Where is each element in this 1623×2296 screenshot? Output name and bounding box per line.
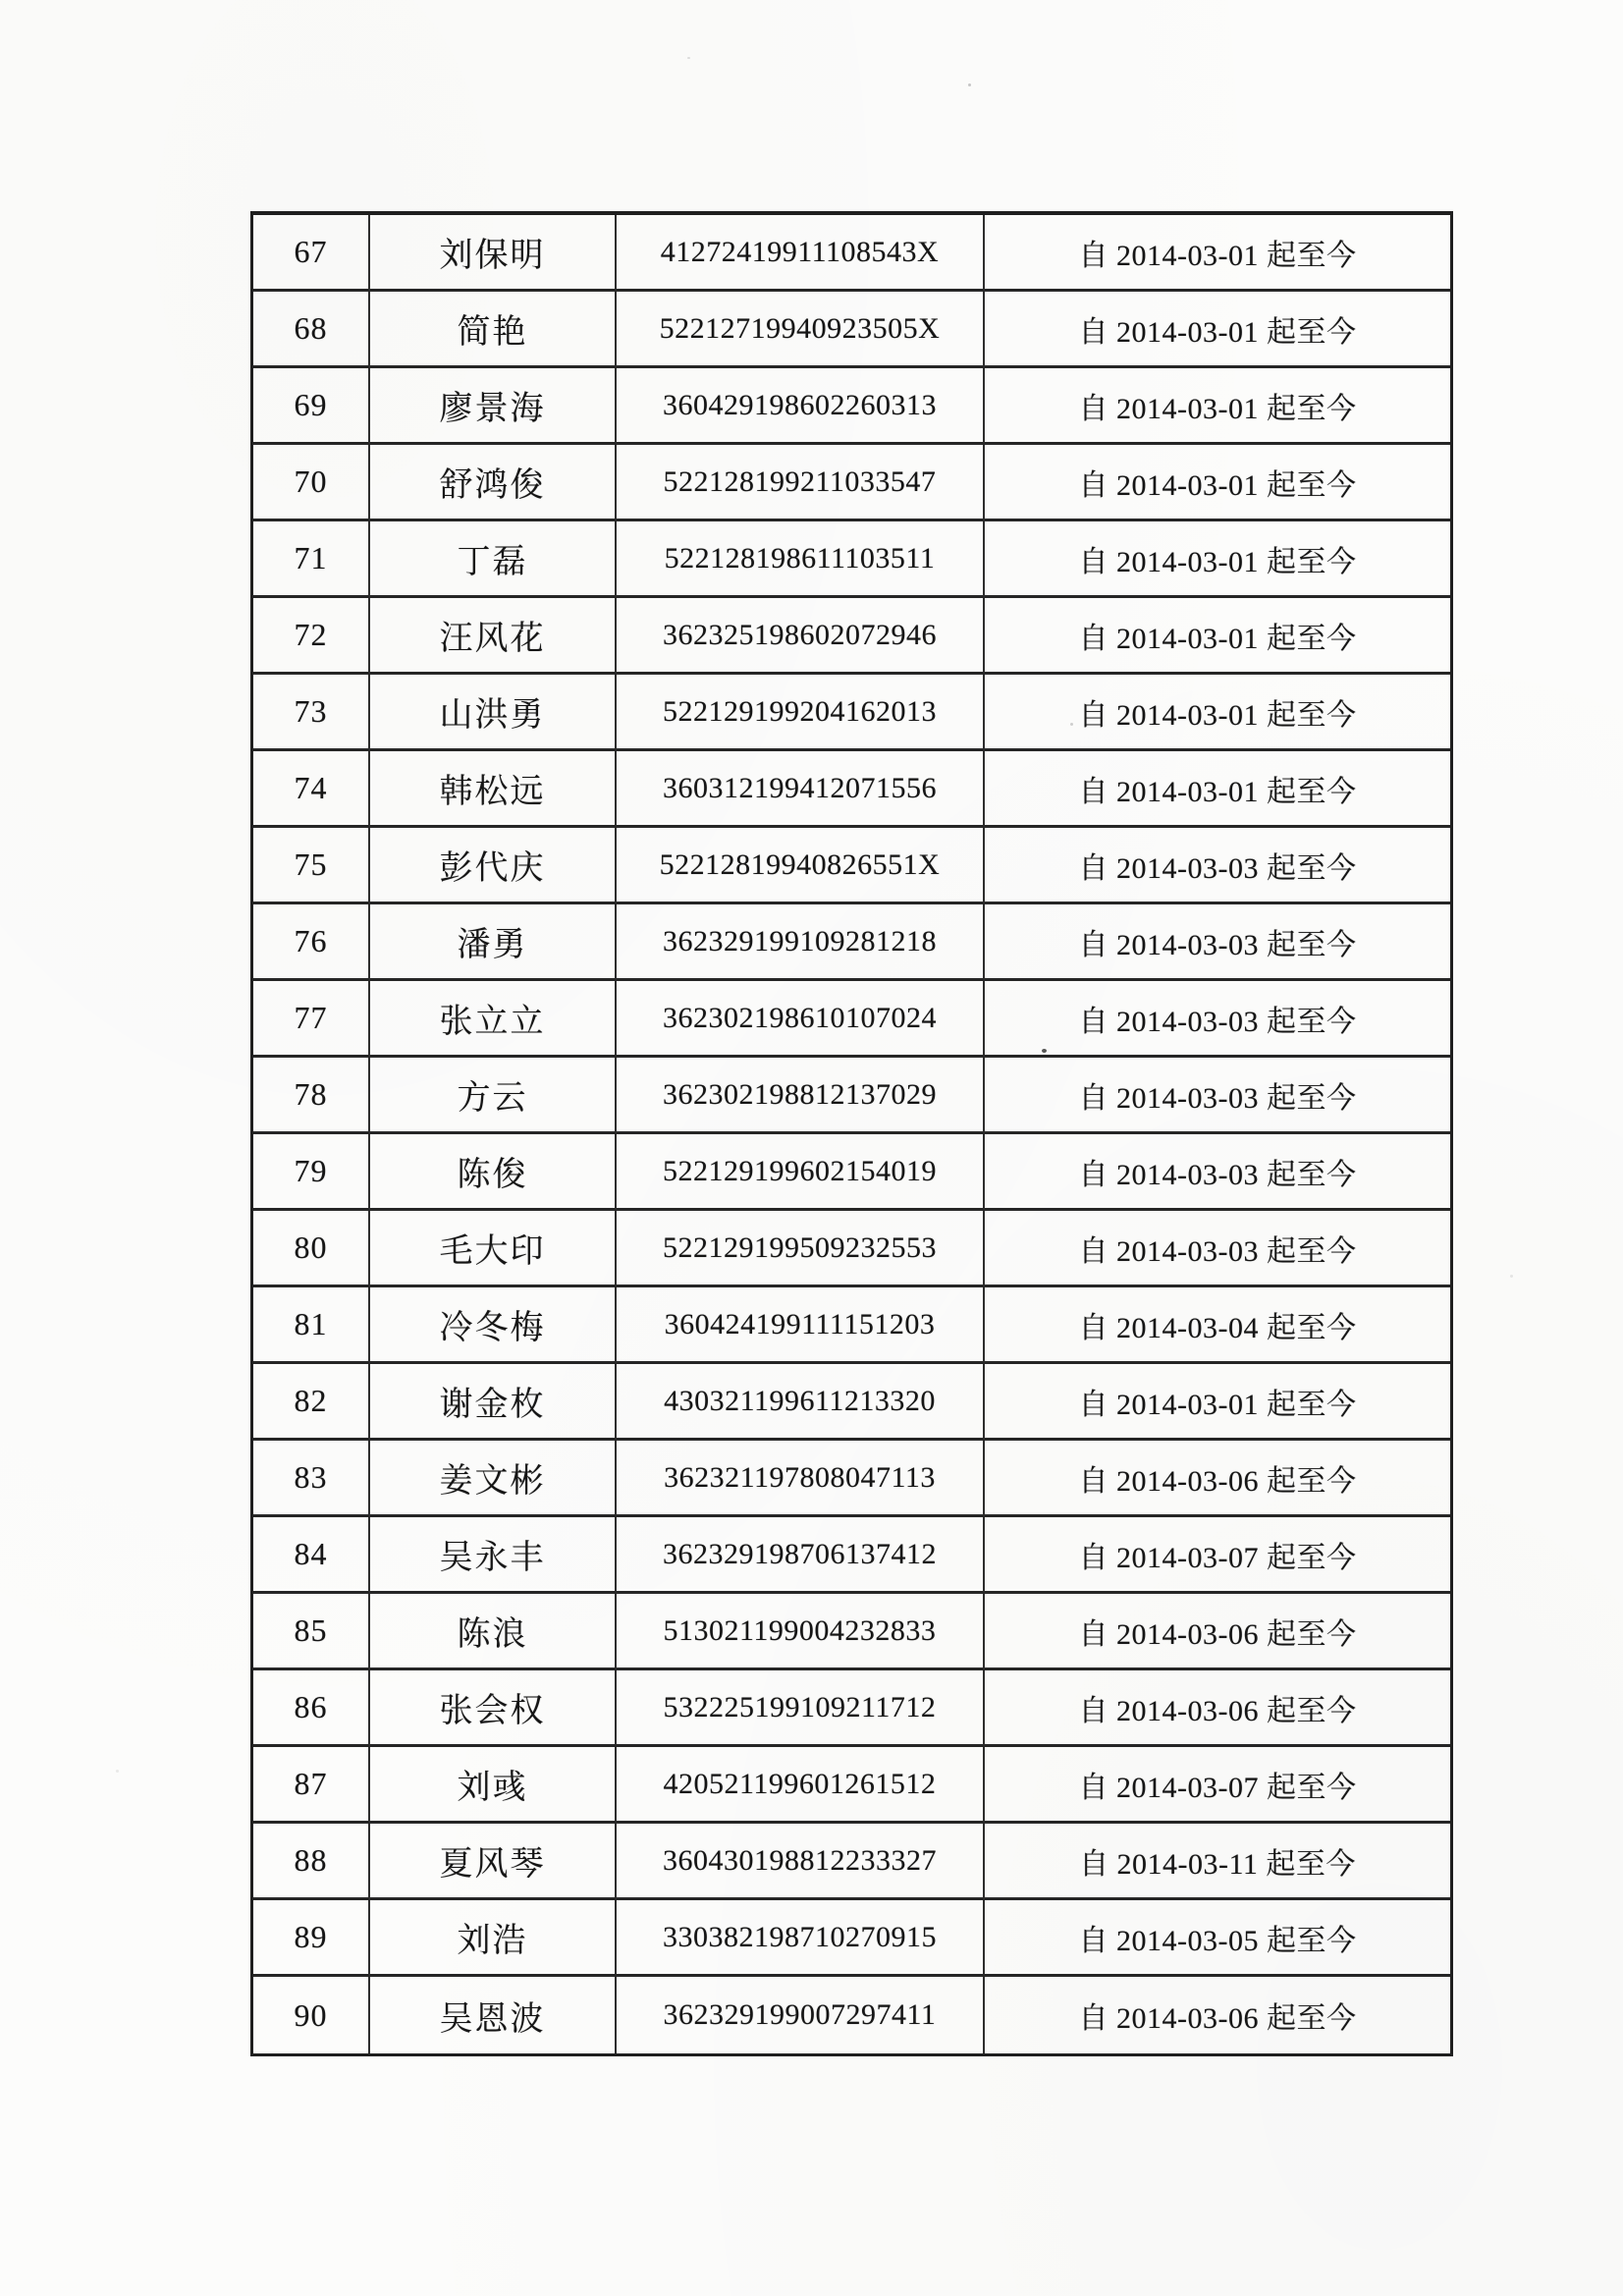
name-cell: 刘保明: [370, 215, 617, 292]
row-number-cell: 68: [253, 292, 370, 368]
period-cell: 自 2014-03-06 起至今: [985, 1670, 1450, 1747]
period-cell: 自 2014-03-01 起至今: [985, 445, 1450, 521]
row-number-cell: 80: [253, 1211, 370, 1287]
id-number-cell: 362321197808047113: [617, 1441, 985, 1517]
name-cell: 陈俊: [370, 1134, 617, 1211]
row-number-cell: 71: [253, 521, 370, 598]
id-number-cell: 362325198602072946: [617, 598, 985, 675]
period-cell: 自 2014-03-01 起至今: [985, 292, 1450, 368]
id-number-cell: 362302198812137029: [617, 1058, 985, 1134]
name-cell: 汪风花: [370, 598, 617, 675]
name-cell: 丁磊: [370, 521, 617, 598]
period-cell: 自 2014-03-01 起至今: [985, 598, 1450, 675]
row-number-cell: 89: [253, 1900, 370, 1977]
period-cell: 自 2014-03-06 起至今: [985, 1594, 1450, 1670]
period-cell: 自 2014-03-07 起至今: [985, 1747, 1450, 1824]
row-number-cell: 78: [253, 1058, 370, 1134]
id-number-cell: 360429198602260313: [617, 368, 985, 445]
row-number-cell: 85: [253, 1594, 370, 1670]
name-cell: 廖景海: [370, 368, 617, 445]
name-cell: 刘浩: [370, 1900, 617, 1977]
name-cell: 方云: [370, 1058, 617, 1134]
id-number-cell: 522128198611103511: [617, 521, 985, 598]
name-cell: 山洪勇: [370, 675, 617, 751]
scan-speck: [968, 83, 971, 86]
scan-speck: [1510, 1275, 1513, 1278]
id-number-cell: 41272419911108543X: [617, 215, 985, 292]
name-cell: 舒鸿俊: [370, 445, 617, 521]
row-number-cell: 73: [253, 675, 370, 751]
row-number-cell: 72: [253, 598, 370, 675]
row-number-cell: 67: [253, 215, 370, 292]
period-cell: 自 2014-03-03 起至今: [985, 1211, 1450, 1287]
row-number-cell: 77: [253, 981, 370, 1058]
row-number-cell: 90: [253, 1977, 370, 2053]
row-number-cell: 86: [253, 1670, 370, 1747]
id-number-cell: 522129199204162013: [617, 675, 985, 751]
period-cell: 自 2014-03-03 起至今: [985, 981, 1450, 1058]
period-cell: 自 2014-03-01 起至今: [985, 368, 1450, 445]
name-cell: 吴恩波: [370, 1977, 617, 2053]
scan-speck: [1070, 723, 1073, 726]
period-cell: 自 2014-03-03 起至今: [985, 1058, 1450, 1134]
period-cell: 自 2014-03-03 起至今: [985, 828, 1450, 904]
id-number-cell: 362302198610107024: [617, 981, 985, 1058]
name-cell: 陈浪: [370, 1594, 617, 1670]
id-number-cell: 360430198812233327: [617, 1824, 985, 1900]
period-cell: 自 2014-03-05 起至今: [985, 1900, 1450, 1977]
row-number-cell: 87: [253, 1747, 370, 1824]
row-number-cell: 88: [253, 1824, 370, 1900]
row-number-cell: 70: [253, 445, 370, 521]
id-number-cell: 330382198710270915: [617, 1900, 985, 1977]
id-number-cell: 522128199211033547: [617, 445, 985, 521]
row-number-cell: 79: [253, 1134, 370, 1211]
name-cell: 彭代庆: [370, 828, 617, 904]
id-number-cell: 420521199601261512: [617, 1747, 985, 1824]
period-cell: 自 2014-03-06 起至今: [985, 1441, 1450, 1517]
row-number-cell: 69: [253, 368, 370, 445]
period-cell: 自 2014-03-01 起至今: [985, 751, 1450, 828]
name-cell: 夏风琴: [370, 1824, 617, 1900]
id-number-cell: 362329198706137412: [617, 1517, 985, 1594]
row-number-cell: 83: [253, 1441, 370, 1517]
name-cell: 简艳: [370, 292, 617, 368]
name-cell: 张立立: [370, 981, 617, 1058]
period-cell: 自 2014-03-03 起至今: [985, 904, 1450, 981]
id-number-cell: 513021199004232833: [617, 1594, 985, 1670]
id-number-cell: 360312199412071556: [617, 751, 985, 828]
period-cell: 自 2014-03-06 起至今: [1078, 2002, 1357, 2035]
name-cell: 毛大印: [370, 1211, 617, 1287]
id-number-cell: 430321199611213320: [617, 1364, 985, 1441]
id-number-cell: 522129199509232553: [617, 1211, 985, 1287]
period-cell: 自 2014-03-07 起至今: [985, 1517, 1450, 1594]
period-cell: 自 2014-03-11 起至今: [985, 1824, 1450, 1900]
name-cell: 张会权: [370, 1670, 617, 1747]
period-cell: 自 2014-03-01 起至今: [985, 215, 1450, 292]
id-number-cell: 522129199602154019: [617, 1134, 985, 1211]
period-cell: 自 2014-03-01 起至今: [985, 521, 1450, 598]
scan-speck: [116, 1770, 119, 1773]
records-table: [250, 211, 1453, 2056]
period-cell: 自 2014-03-01 起至今: [985, 1364, 1450, 1441]
name-cell: 刘彧: [370, 1747, 617, 1824]
name-cell: 姜文彬: [370, 1441, 617, 1517]
name-cell: 韩松远: [370, 751, 617, 828]
name-cell: 谢金枚: [370, 1364, 617, 1441]
id-number-cell: 362329199109281218: [617, 904, 985, 981]
name-cell: 潘勇: [370, 904, 617, 981]
period-cell: 自 2014-03-04 起至今: [985, 1287, 1450, 1364]
row-number-cell: 76: [253, 904, 370, 981]
row-number-cell: 81: [253, 1287, 370, 1364]
period-cell: 自 2014-03-03 起至今: [985, 1134, 1450, 1211]
scan-speck: [687, 57, 690, 59]
id-number-cell: 52212719940923505X: [617, 292, 985, 368]
name-cell: 冷冬梅: [370, 1287, 617, 1364]
id-number-cell: 360424199111151203: [617, 1287, 985, 1364]
id-number-cell: 362329199007297411: [617, 1977, 985, 2053]
row-number-cell: 82: [253, 1364, 370, 1441]
name-cell: 吴永丰: [370, 1517, 617, 1594]
row-number-cell: 84: [253, 1517, 370, 1594]
id-number-cell: 532225199109211712: [617, 1670, 985, 1747]
scan-speck: [1042, 1049, 1047, 1053]
period-cell: 自 2014-03-01 起至今: [985, 675, 1450, 751]
row-number-cell: 75: [253, 828, 370, 904]
id-number-cell: 52212819940826551X: [617, 828, 985, 904]
row-number-cell: 74: [253, 751, 370, 828]
